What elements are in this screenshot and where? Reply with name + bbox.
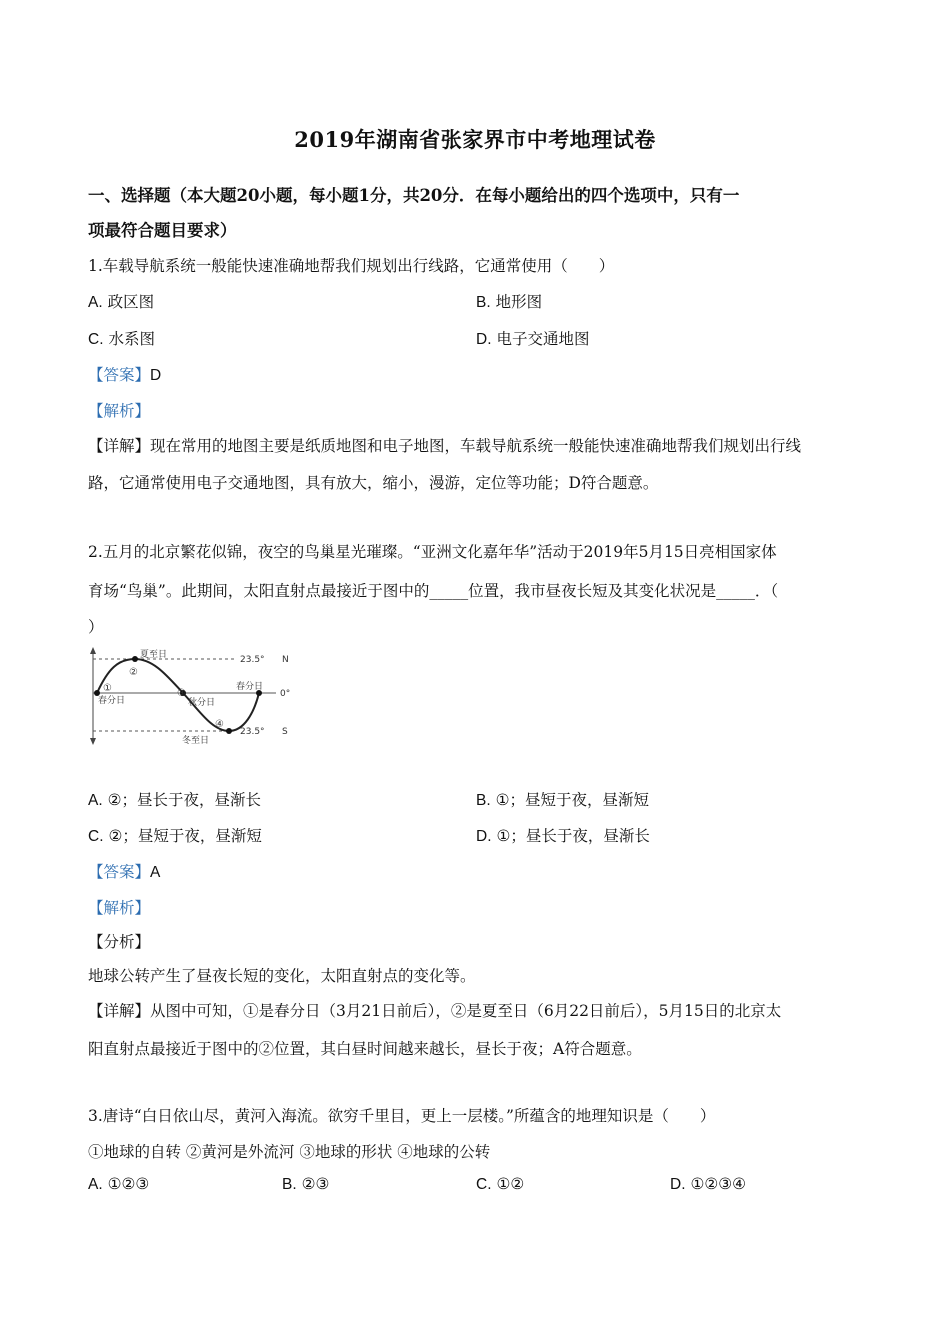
label-point-4: ④	[215, 719, 224, 730]
detail-tag: 【详解】	[88, 1002, 151, 1020]
down-arrow-icon	[90, 738, 96, 745]
option-text: ①②	[496, 1175, 525, 1193]
option-text: ①；昼短于夜，昼渐短	[495, 791, 649, 809]
section-heading-line2: 项最符合题目要求）	[88, 221, 237, 240]
detail-line2: 阳直射点最接近于图中的②位置，其白昼时间越来越长，昼长于夜；A符合题意。	[88, 1040, 642, 1058]
option-a	[88, 290, 154, 312]
option-c	[476, 1175, 524, 1194]
detail-line1	[88, 999, 781, 1021]
option-text: ①②③	[107, 1175, 150, 1193]
option-text: ①②③④	[690, 1175, 747, 1193]
detail-line1	[88, 434, 801, 456]
option-letter: B.	[476, 792, 491, 809]
option-text: ①；昼长于夜，昼渐长	[496, 827, 650, 845]
up-arrow-icon	[90, 647, 96, 654]
option-text: 电子交通地图	[496, 330, 590, 348]
option-letter: D.	[476, 828, 492, 845]
label-autumn: 秋分日	[188, 698, 216, 708]
question-stem-line2: 育场“鸟巢”。此期间，太阳直射点最接近于图中的_____位置，我市昼夜长短及其变化状况是_____．（	[88, 582, 779, 600]
label-n: N	[282, 655, 289, 665]
option-text: 政区图	[107, 293, 155, 311]
point-marker	[226, 728, 232, 734]
option-letter: D.	[476, 331, 492, 348]
option-letter: A.	[88, 1176, 103, 1193]
analysis-tag: 【解析】	[88, 402, 151, 420]
option-c	[88, 327, 155, 349]
label-point-3: ③	[177, 688, 186, 699]
label-spring-right: 春分日	[236, 682, 264, 692]
question-stem-line1: 2.五月的北京繁花似锦，夜空的鸟巢星光璀璨。“亚洲文化嘉年华”活动于2019年5月15日亮相国家体	[88, 543, 777, 561]
option-text: ②；昼短于夜，昼渐短	[108, 827, 262, 845]
question-stem: 3.唐诗“白日依山尽，黄河入海流。欲穷千里目，更上一层楼。”所蕴含的地理知识是（ ）	[88, 1107, 716, 1125]
option-b	[282, 1175, 329, 1194]
option-text: ②；昼长于夜，昼渐长	[107, 791, 261, 809]
option-letter: C.	[88, 828, 104, 845]
answer-value: D	[150, 367, 162, 384]
option-d	[476, 824, 650, 846]
answer-tag: 【答案】	[88, 366, 151, 384]
option-letter: A.	[88, 294, 103, 311]
option-c	[88, 824, 262, 846]
detail-text: 现在常用的地图主要是纸质地图和电子地图，车载导航系统一般能快速准确地帮我们规划出行线	[150, 437, 802, 455]
option-b	[476, 290, 542, 312]
option-b	[476, 788, 649, 810]
question-stem-line3: ）	[88, 618, 104, 636]
option-letter: A.	[88, 792, 103, 809]
label-lat-south: 23.5°	[240, 727, 265, 737]
answer-line	[88, 363, 161, 385]
section-heading-line1: 一、选择题（本大题20小题，每小题1分，共20分．在每小题给出的四个选项中，只有一	[88, 186, 740, 205]
option-d	[476, 327, 589, 349]
fenxi-text: 地球公转产生了昼夜长短的变化，太阳直射点的变化等。	[88, 967, 476, 985]
solar-point-diagram	[86, 645, 301, 747]
question-items: ①地球的自转 ②黄河是外流河 ③地球的形状 ④地球的公转	[88, 1143, 491, 1161]
answer-value: A	[150, 864, 161, 881]
option-letter: D.	[670, 1176, 686, 1193]
label-winter: 冬至日	[182, 736, 210, 746]
label-zero: 0°	[280, 689, 291, 699]
detail-line2: 路，它通常使用电子交通地图，具有放大，缩小，漫游，定位等功能；D符合题意。	[88, 474, 659, 492]
option-a	[88, 788, 261, 810]
option-letter: B.	[282, 1176, 297, 1193]
option-text: ②③	[301, 1175, 330, 1193]
label-summer: 夏至日	[140, 650, 168, 660]
label-lat-north: 23.5°	[240, 655, 265, 665]
option-letter: C.	[88, 331, 104, 348]
option-letter: B.	[476, 294, 491, 311]
label-spring: 春分日	[98, 696, 126, 706]
label-s: S	[282, 727, 288, 737]
detail-tag: 【详解】	[88, 437, 151, 455]
option-text: 水系图	[108, 330, 155, 348]
analysis-tag: 【解析】	[88, 899, 151, 917]
question-stem: 1.车载导航系统一般能快速准确地帮我们规划出行线路，它通常使用（ ）	[88, 257, 615, 275]
detail-text: 从图中可知，①是春分日（3月21日前后），②是夏至日（6月22日前后），5月15日的北京太	[150, 1002, 782, 1020]
page-title: 2019年湖南省张家界市中考地理试卷	[294, 127, 656, 152]
option-text: 地形图	[495, 293, 543, 311]
label-point-2: ②	[129, 667, 138, 678]
answer-line	[88, 860, 160, 882]
label-point-1: ①	[103, 683, 112, 694]
answer-tag: 【答案】	[88, 863, 151, 881]
point-marker	[132, 656, 138, 662]
option-d	[670, 1175, 746, 1194]
option-a	[88, 1175, 149, 1194]
option-letter: C.	[476, 1176, 492, 1193]
fenxi-tag: 【分析】	[88, 933, 151, 951]
